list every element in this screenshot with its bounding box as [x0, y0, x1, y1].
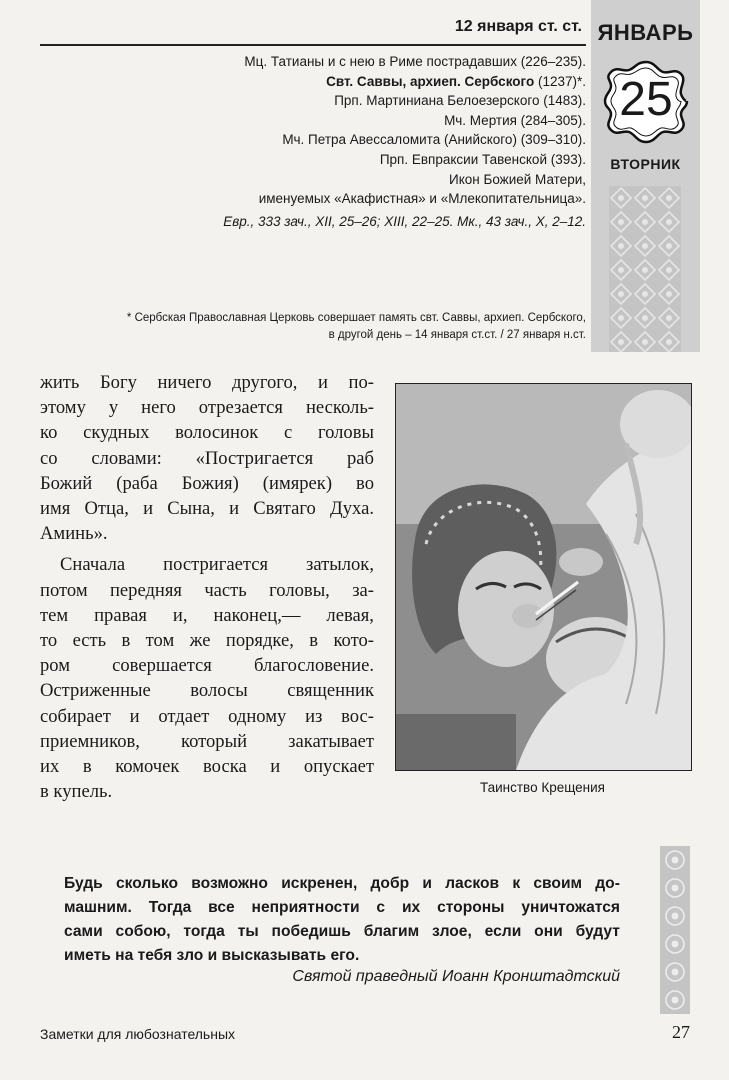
header-divider: [40, 44, 586, 46]
commemoration-item: именуемых «Акафистная» и «Млекопитательница».: [258, 191, 586, 207]
text-line: приемников, который закатывает: [40, 730, 374, 752]
quote-line: машним. Тогда все неприятности с их стороны уничтожатся: [64, 899, 620, 916]
old-style-date: 12 января ст. ст.: [454, 18, 582, 35]
text-line: имя Отца, и Сына, и Святаго Духа.: [40, 498, 374, 520]
quote-author: Святой праведный Иоанн Кронштадтский: [292, 968, 620, 985]
text-line: то есть в том же порядке, в кото-: [40, 630, 374, 652]
side-ornament-icon: [660, 846, 690, 1014]
quote-text: [64, 872, 620, 968]
article-text: [40, 370, 374, 804]
footnote-line: * Сербская Православная Церковь совершает память свт. Саввы, архиеп. Сербского,: [126, 312, 586, 324]
commemoration-item: Прп. Мартиниана Белоезерского (1483).: [334, 93, 586, 109]
text-line: в купель.: [40, 781, 113, 803]
text-line: собирает и отдает одному из вос-: [40, 705, 374, 727]
tab-month: ЯНВАРЬ: [597, 20, 694, 45]
text-line: жить Богу ничего другого, и по-: [40, 372, 374, 393]
photo-caption: Таинство Крещения: [479, 780, 605, 795]
calendar-tab: [591, 0, 700, 352]
ornament-band-icon: [609, 186, 681, 352]
commemorations-list: [80, 52, 586, 209]
tab-weekday: ВТОРНИК: [610, 156, 681, 172]
baptism-photo: [395, 383, 692, 771]
scripture-readings: Евр., 333 зач., XII, 25–26; XIII, 22–25. Мк., 43 зач., X, 2–12.: [223, 214, 586, 229]
text-line: Сначала постригается затылок,: [60, 554, 374, 576]
page-number: 27: [672, 1022, 690, 1042]
day-number: 25: [619, 73, 673, 126]
text-line: ром совершается благословение.: [40, 655, 374, 677]
commemoration-item: Мч. Петра Авессаломита (Анийского) (309–310).: [282, 132, 586, 148]
commemoration-item: Мч. Мертия (284–305).: [444, 112, 586, 128]
text-line: потом передняя часть головы, за-: [40, 579, 374, 601]
commemoration-item: Икон Божией Матери,: [448, 171, 586, 187]
section-title: Заметки для любознательных: [40, 1026, 236, 1042]
text-line: Аминь».: [40, 523, 108, 545]
footnote-line: в другой день – 14 января ст.ст. / 27 января н.ст.: [328, 329, 586, 341]
text-line: тем правая и, наконец,— левая,: [40, 604, 374, 626]
quote-line: иметь на тебя зло и высказывать его.: [64, 947, 360, 964]
text-line: этому у него отрезается несколь-: [40, 397, 374, 419]
text-line: их в комочек воска и опускает: [40, 756, 374, 778]
commemoration-item: Прп. Евпраксии Тавенской (393).: [379, 151, 586, 167]
text-line: Остриженные волосы священник: [40, 680, 374, 702]
commemoration-item: Мц. Татианы и с нею в Риме пострадавших (226–235).: [244, 54, 586, 69]
text-line: ко скудных волосинок с головы: [40, 422, 374, 444]
quote-line: Будь сколько возможно искренен, добр и ласков к своим до-: [64, 875, 620, 892]
footnote: [40, 310, 586, 344]
quote-line: сами собою, тогда ты победишь благим злое, если они будут: [64, 923, 620, 940]
text-line: со словами: «Постригается раб: [40, 447, 374, 469]
text-line: Божий (раба Божия) (имярек) во: [40, 472, 374, 494]
commemoration-bold: Свт. Саввы, архиеп. Сербского: [326, 73, 535, 89]
commemoration-rest: (1237)*.: [534, 73, 586, 89]
commemoration-item: [80, 72, 586, 92]
